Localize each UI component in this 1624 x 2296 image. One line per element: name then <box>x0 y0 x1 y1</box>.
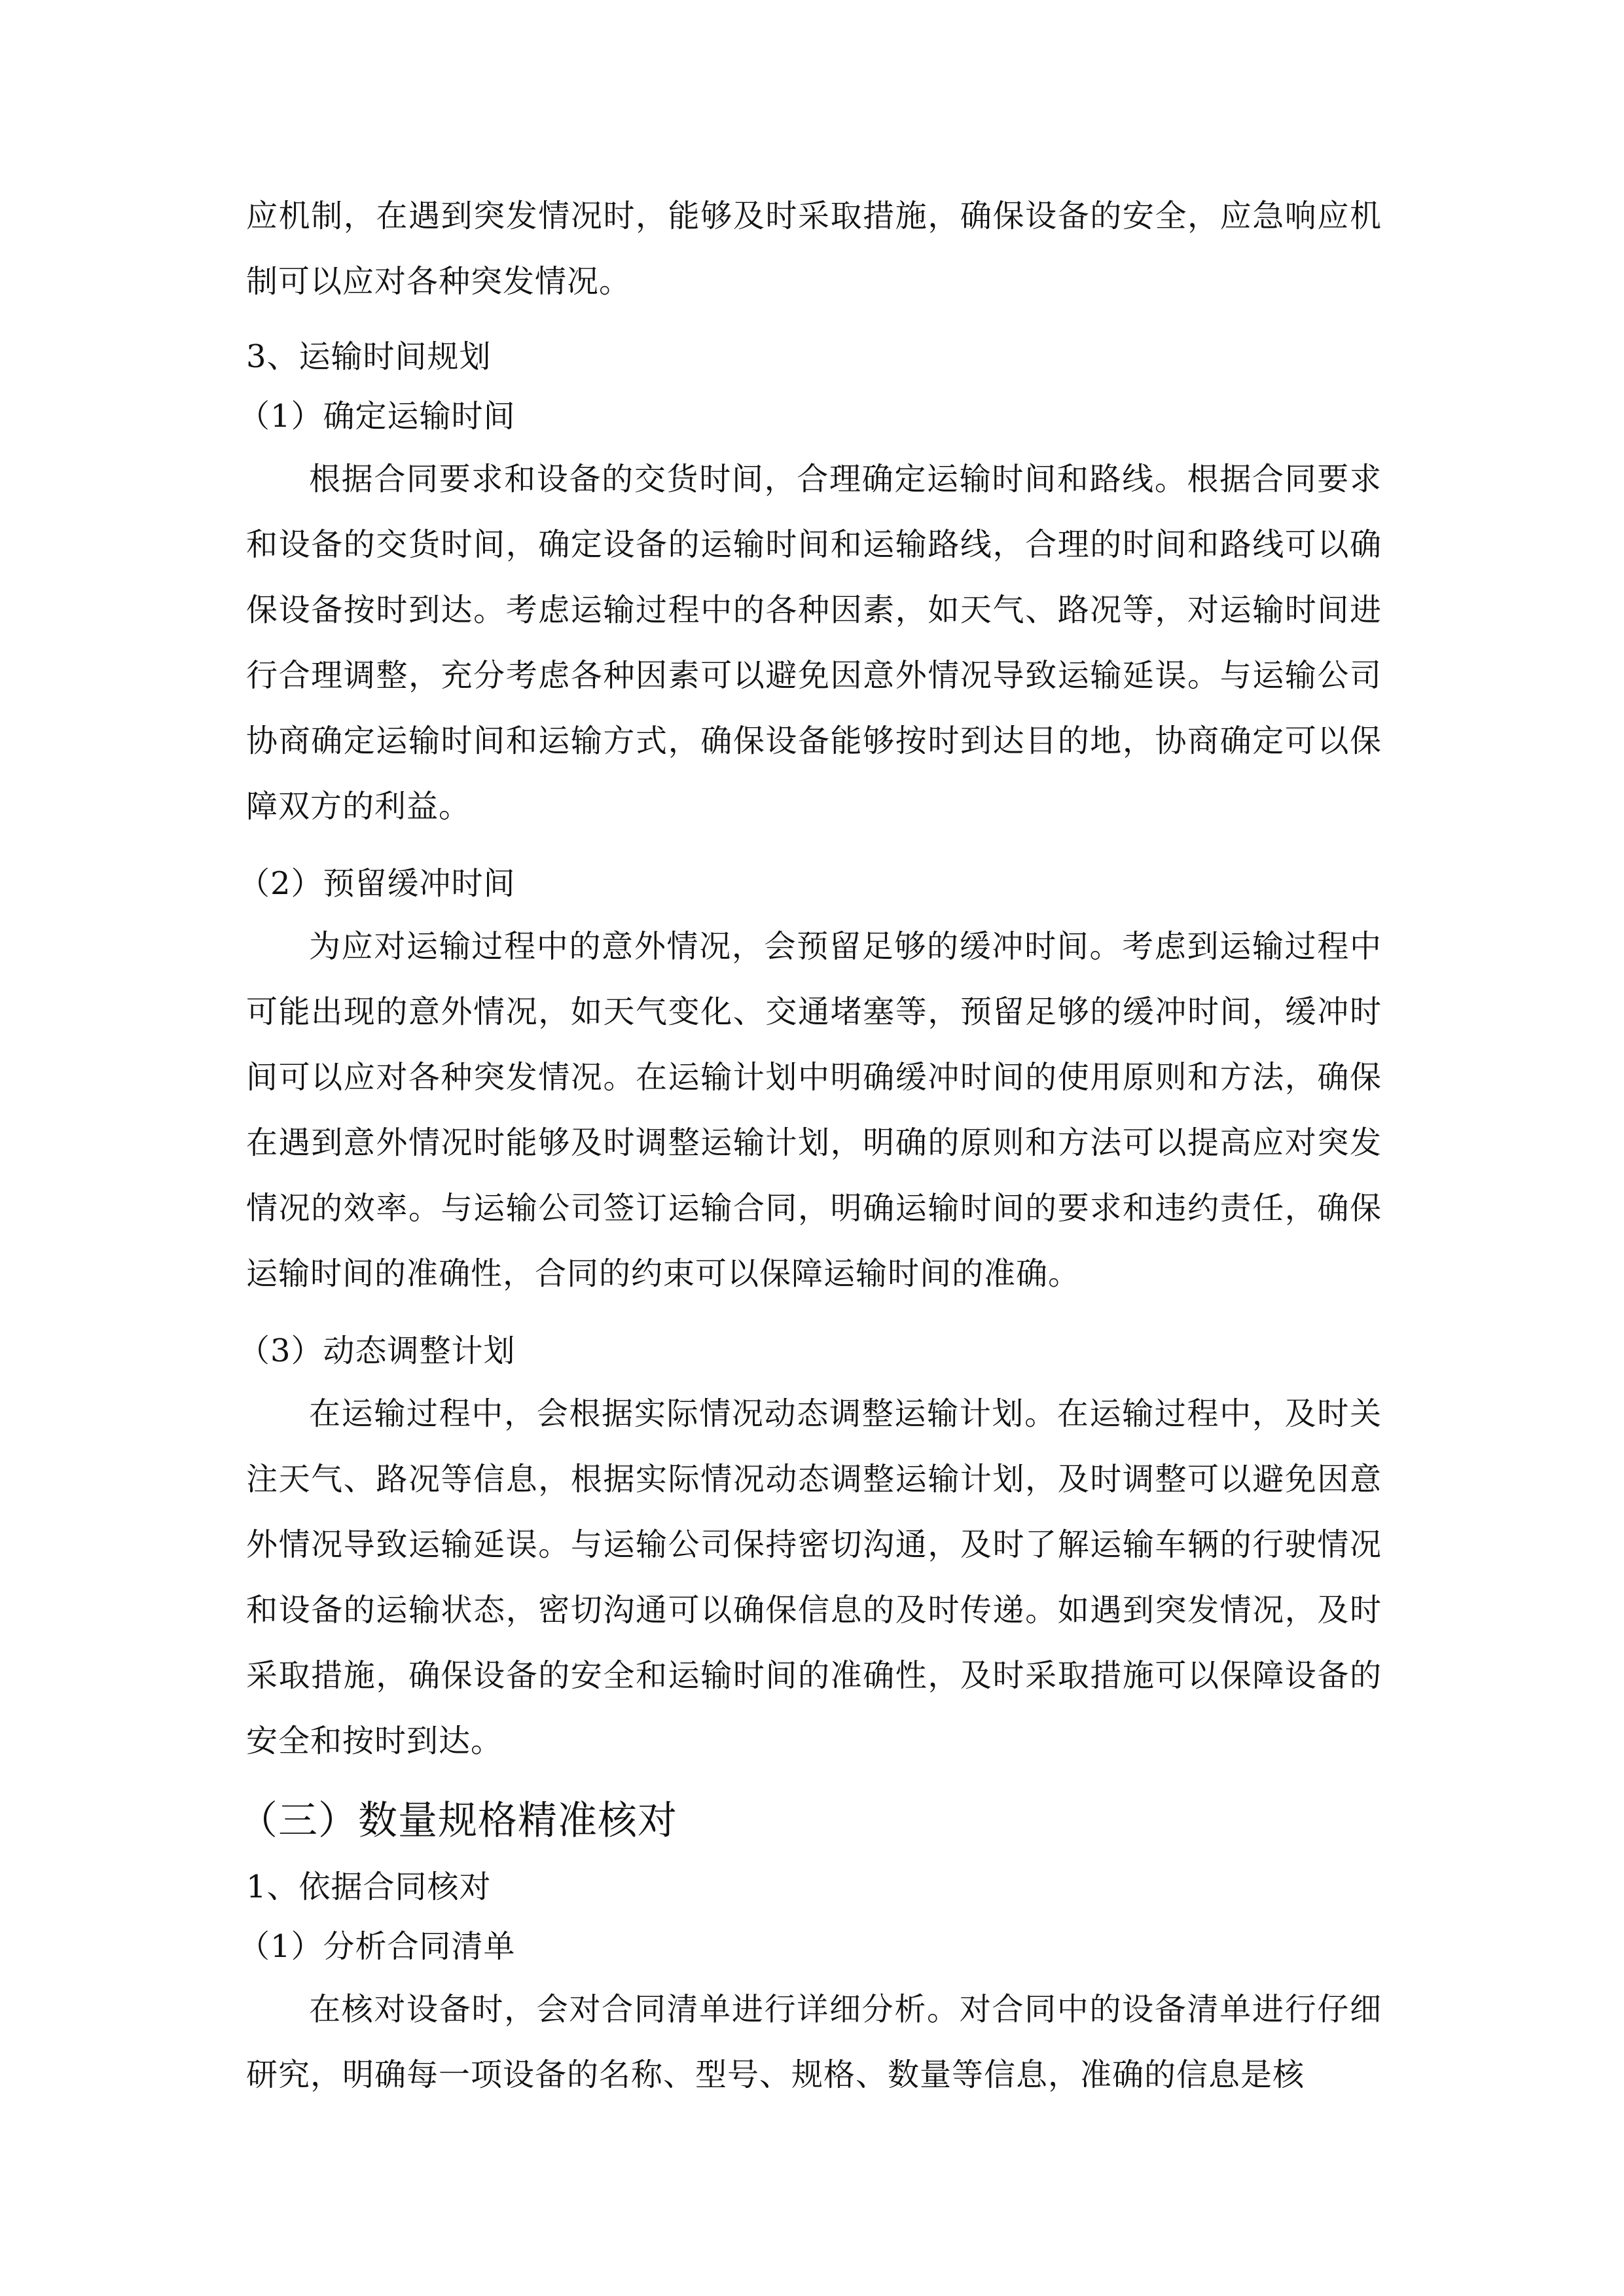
heading-reserve-buffer-time: （2）预留缓冲时间 <box>238 865 516 902</box>
heading-check-by-contract: 1、依据合同核对 <box>246 1869 492 1905</box>
heading-analyze-contract-list: （1）分析合同清单 <box>238 1928 516 1965</box>
paragraph-determine-transport-time: 根据合同要求和设备的交货时间，合理确定运输时间和路线。根据合同要求和设备的交货时间，确定设备的运输时间和运输路线，合理的时间和路线可以确保设备按时到达。考虑运输过程中的各种因素，如天气、路况等，对运输时间进行合理调整，充分考虑各种因素可以避免因意外情况导致运输延误。与运输公司协商确定运输时间和运输方式，确保设备能够按时到达目的地，协商确定可以保障双方的利益。 <box>246 461 1382 825</box>
paragraph-dynamic-adjust-plan: 在运输过程中，会根据实际情况动态调整运输计划。在运输过程中，及时关注天气、路况等信息，根据实际情况动态调整运输计划，及时调整可以避免因意外情况导致运输延误。与运输公司保持密切沟通，及时了解运输车辆的行驶情况和设备的运输状态，密切沟通可以确保信息的及时传递。如遇到突发情况，及时采取措施，确保设备的安全和运输时间的准确性，及时采取措施可以保障设备的安全和按时到达。 <box>246 1395 1382 1759</box>
paragraph-analyze-contract-list: 在核对设备时，会对合同清单进行详细分析。对合同中的设备清单进行仔细研究，明确每一项设备的名称、型号、规格、数量等信息，准确的信息是核 <box>246 1991 1382 2093</box>
heading-transport-time-planning: 3、运输时间规划 <box>246 338 492 375</box>
heading-dynamic-adjust-plan: （3）动态调整计划 <box>238 1333 516 1369</box>
paragraph-intro: 应机制，在遇到突发情况时，能够及时采取措施，确保设备的安全，应急响应机制可以应对各种突发情况。 <box>246 198 1382 300</box>
document-body <box>238 183 1382 2108</box>
paragraph-reserve-buffer-time: 为应对运输过程中的意外情况，会预留足够的缓冲时间。考虑到运输过程中可能出现的意外情况，如天气变化、交通堵塞等，预留足够的缓冲时间，缓冲时间可以应对各种突发情况。在运输计划中明确缓冲时间的使用原则和方法，确保在遇到意外情况时能够及时调整运输计划，明确的原则和方法可以提高应对突发情况的效率。与运输公司签订运输合同，明确运输时间的要求和违约责任，确保运输时间的准确性，合同的约束可以保障运输时间的准确。 <box>246 928 1382 1292</box>
heading-determine-transport-time: （1）确定运输时间 <box>238 398 516 435</box>
section-heading-quantity-spec-check: （三）数量规格精准核对 <box>238 1798 677 1844</box>
